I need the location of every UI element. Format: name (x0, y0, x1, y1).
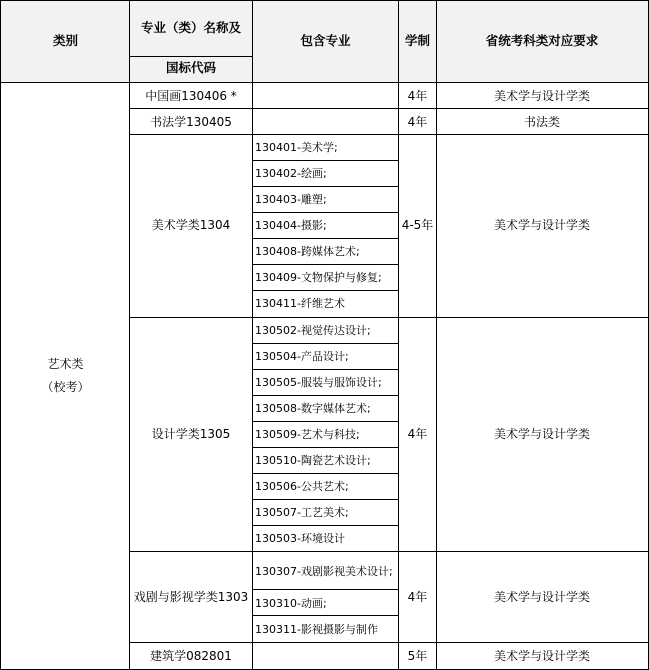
major-cell: 书法学130405 (150, 115, 232, 129)
grid-line (129, 551, 649, 552)
duration-cell: 4年 (407, 590, 428, 604)
requirement-cell: 美术学与设计学类 (493, 218, 590, 232)
grid-line (252, 473, 399, 474)
grid-line (0, 82, 649, 83)
requirement-cell: 美术学与设计学类 (493, 89, 590, 103)
major-cell: 美术学类1304 (151, 218, 231, 232)
sub-major: 130503-环境设计 (255, 532, 345, 545)
sub-major: 130401-美术学; (255, 141, 338, 154)
sub-major: 130505-服装与服饰设计; (255, 376, 382, 389)
grid-line (0, 0, 1, 670)
header-category: 类别 (52, 33, 78, 48)
grid-line (252, 369, 399, 370)
grid-line (129, 134, 649, 135)
sub-major: 130310-动画; (255, 597, 327, 610)
sub-major: 130508-数字媒体艺术; (255, 402, 371, 415)
header-requirement: 省统考科类对应要求 (485, 33, 599, 48)
sub-major: 130403-雕塑; (255, 193, 327, 206)
grid-line (0, 0, 649, 1)
duration-cell: 4年 (407, 89, 428, 103)
grid-line (252, 264, 399, 265)
requirement-cell: 美术学与设计学类 (493, 590, 590, 604)
header-duration: 学制 (404, 33, 430, 48)
grid-line (252, 343, 399, 344)
sub-major: 130307-戏剧影视美术设计; (255, 565, 393, 578)
grid-line (129, 0, 130, 670)
sub-major: 130502-视觉传达设计; (255, 324, 371, 337)
header-major-line1: 专业（类）名称及 (140, 20, 241, 35)
grid-line (129, 317, 649, 318)
major-cell: 建筑学082801 (150, 649, 232, 663)
grid-line (252, 447, 399, 448)
grid-line (252, 499, 399, 500)
major-cell: 戏剧与影视学类1303 (133, 590, 249, 604)
grid-line (129, 642, 649, 643)
grid-line (252, 525, 399, 526)
grid-line (436, 0, 437, 670)
grid-line (252, 421, 399, 422)
major-cell: 中国画130406 * (145, 89, 237, 103)
duration-cell: 4年 (407, 115, 428, 129)
sub-major: 130408-跨媒体艺术; (255, 245, 360, 258)
grid-line (252, 160, 399, 161)
grid-line (252, 0, 253, 670)
requirement-cell: 书法类 (523, 115, 560, 129)
grid-line (252, 238, 399, 239)
grid-line (129, 56, 253, 57)
grid-line (398, 0, 399, 670)
header-major-line2: 国标代码 (165, 60, 216, 75)
grid-line (129, 108, 649, 109)
category-line1: 艺术类 (47, 357, 84, 371)
duration-cell: 4-5年 (401, 218, 434, 232)
requirement-cell: 美术学与设计学类 (493, 649, 590, 663)
requirement-cell: 美术学与设计学类 (493, 427, 590, 441)
sub-major: 130402-绘画; (255, 167, 327, 180)
sub-major: 130509-艺术与科技; (255, 428, 360, 441)
sub-major: 130411-纤维艺术 (255, 297, 345, 310)
header-included: 包含专业 (300, 33, 351, 48)
grid-line (252, 589, 399, 590)
sub-major: 130510-陶瓷艺术设计; (255, 454, 371, 467)
sub-major: 130311-影视摄影与制作 (255, 623, 378, 636)
grid-line (252, 615, 399, 616)
category-line2: （校考） (41, 380, 90, 394)
sub-major: 130409-文物保护与修复; (255, 271, 382, 284)
sub-major: 130506-公共艺术; (255, 480, 349, 493)
sub-major: 130404-摄影; (255, 219, 327, 232)
grid-line (252, 186, 399, 187)
major-cell: 设计学类1305 (151, 427, 231, 441)
grid-line (252, 290, 399, 291)
grid-line (252, 395, 399, 396)
sub-major: 130507-工艺美术; (255, 506, 349, 519)
grid-line (252, 212, 399, 213)
duration-cell: 4年 (407, 427, 428, 441)
duration-cell: 5年 (407, 649, 428, 663)
sub-major: 130504-产品设计; (255, 350, 349, 363)
